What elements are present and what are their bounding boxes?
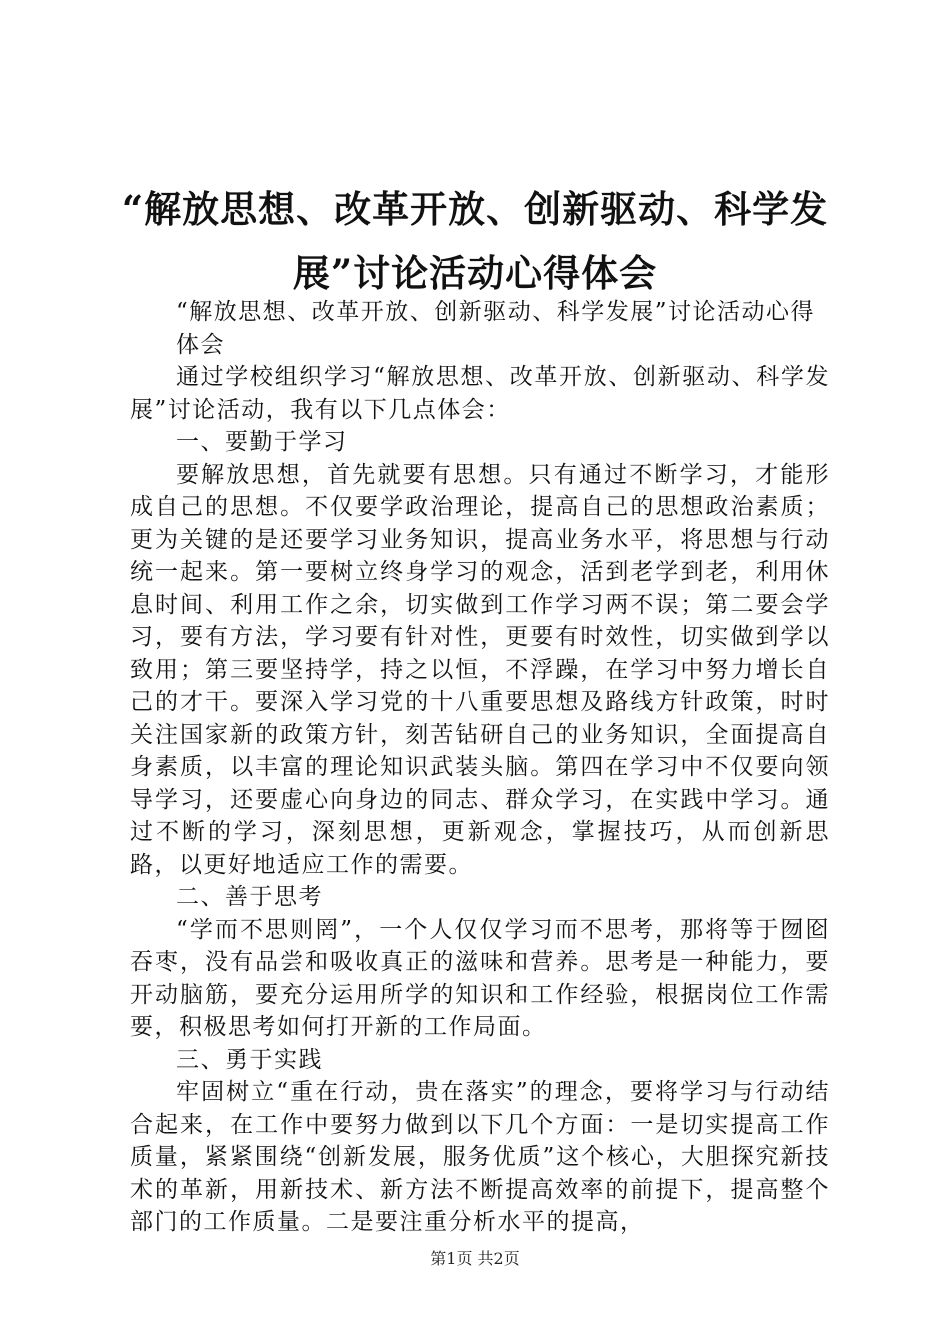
page-footer: 第1页 共2页: [430, 1249, 520, 1268]
document-title-line1: “解放思想、改革开放、创新驱动、科学发: [121, 187, 829, 231]
section-paragraph-3: 牢固树立“重在行动，贵在落实”的理念，要将学习与行动结合起来，在工作中要努力做到以下几个方面：一是切实提高工作质量，紧紧围绕“创新发展，服务优质”这个核心，大胆探究新技术的革新，用新技术、新方法不断提高效率的前提下，提高整个部门的工作质量。二是要注重分析水平的提高，: [130, 1079, 830, 1235]
section-paragraph-1: 要解放思想，首先就要有思想。只有通过不断学习，才能形成自己的思想。不仅要学政治理论，提高自己的思想政治素质；更为关键的是还要学习业务知识，提高业务水平，将思想与行动统一起来。第一要树立终身学习的观念，活到老学到老，利用休息时间、利用工作之余，切实做到工作学习两不误；第二要会学习，要有方法，学习要有针对性，更要有时效性，切实做到学以致用；第三要坚持学，持之以恒，不浮躁，在学习中努力增长自己的才干。要深入学习党的十八重要思想及路线方针政策，时时关注国家新的政策方针，刻苦钻研自己的业务知识，全面提高自身素质，以丰富的理论知识武装头脑。第四在学习中不仅要向领导学习，还要虚心向身边的同志、群众学习，在实践中学习。通过不断的学习，深刻思想，更新观念，掌握技巧，从而创新思路，以更好地适应工作的需要。: [130, 461, 830, 878]
document-title-line2: 展”讨论活动心得体会: [292, 251, 658, 295]
document-body: [130, 296, 830, 1239]
intro-paragraph: 通过学校组织学习“解放思想、改革开放、创新驱动、科学发展”讨论活动，我有以下几点体会：: [130, 364, 830, 423]
section-heading-3: 三、勇于实践: [176, 1046, 323, 1073]
section-heading-2: 二、善于思考: [176, 884, 323, 910]
document-subtitle: “解放思想、改革开放、创新驱动、科学发展”讨论活动心得体会: [176, 299, 816, 358]
section-paragraph-2: “学而不思则罔”，一个人仅仅学习而不思考，那将等于囫囵吞枣，没有品尝和吸收真正的滋味和营养。思考是一种能力，要开动脑筋，要充分运用所学的知识和工作经验，根据岗位工作需要，积极思考如何打开新的工作局面。: [130, 916, 830, 1040]
section-heading-1: 一、要勤于学习: [176, 429, 348, 455]
